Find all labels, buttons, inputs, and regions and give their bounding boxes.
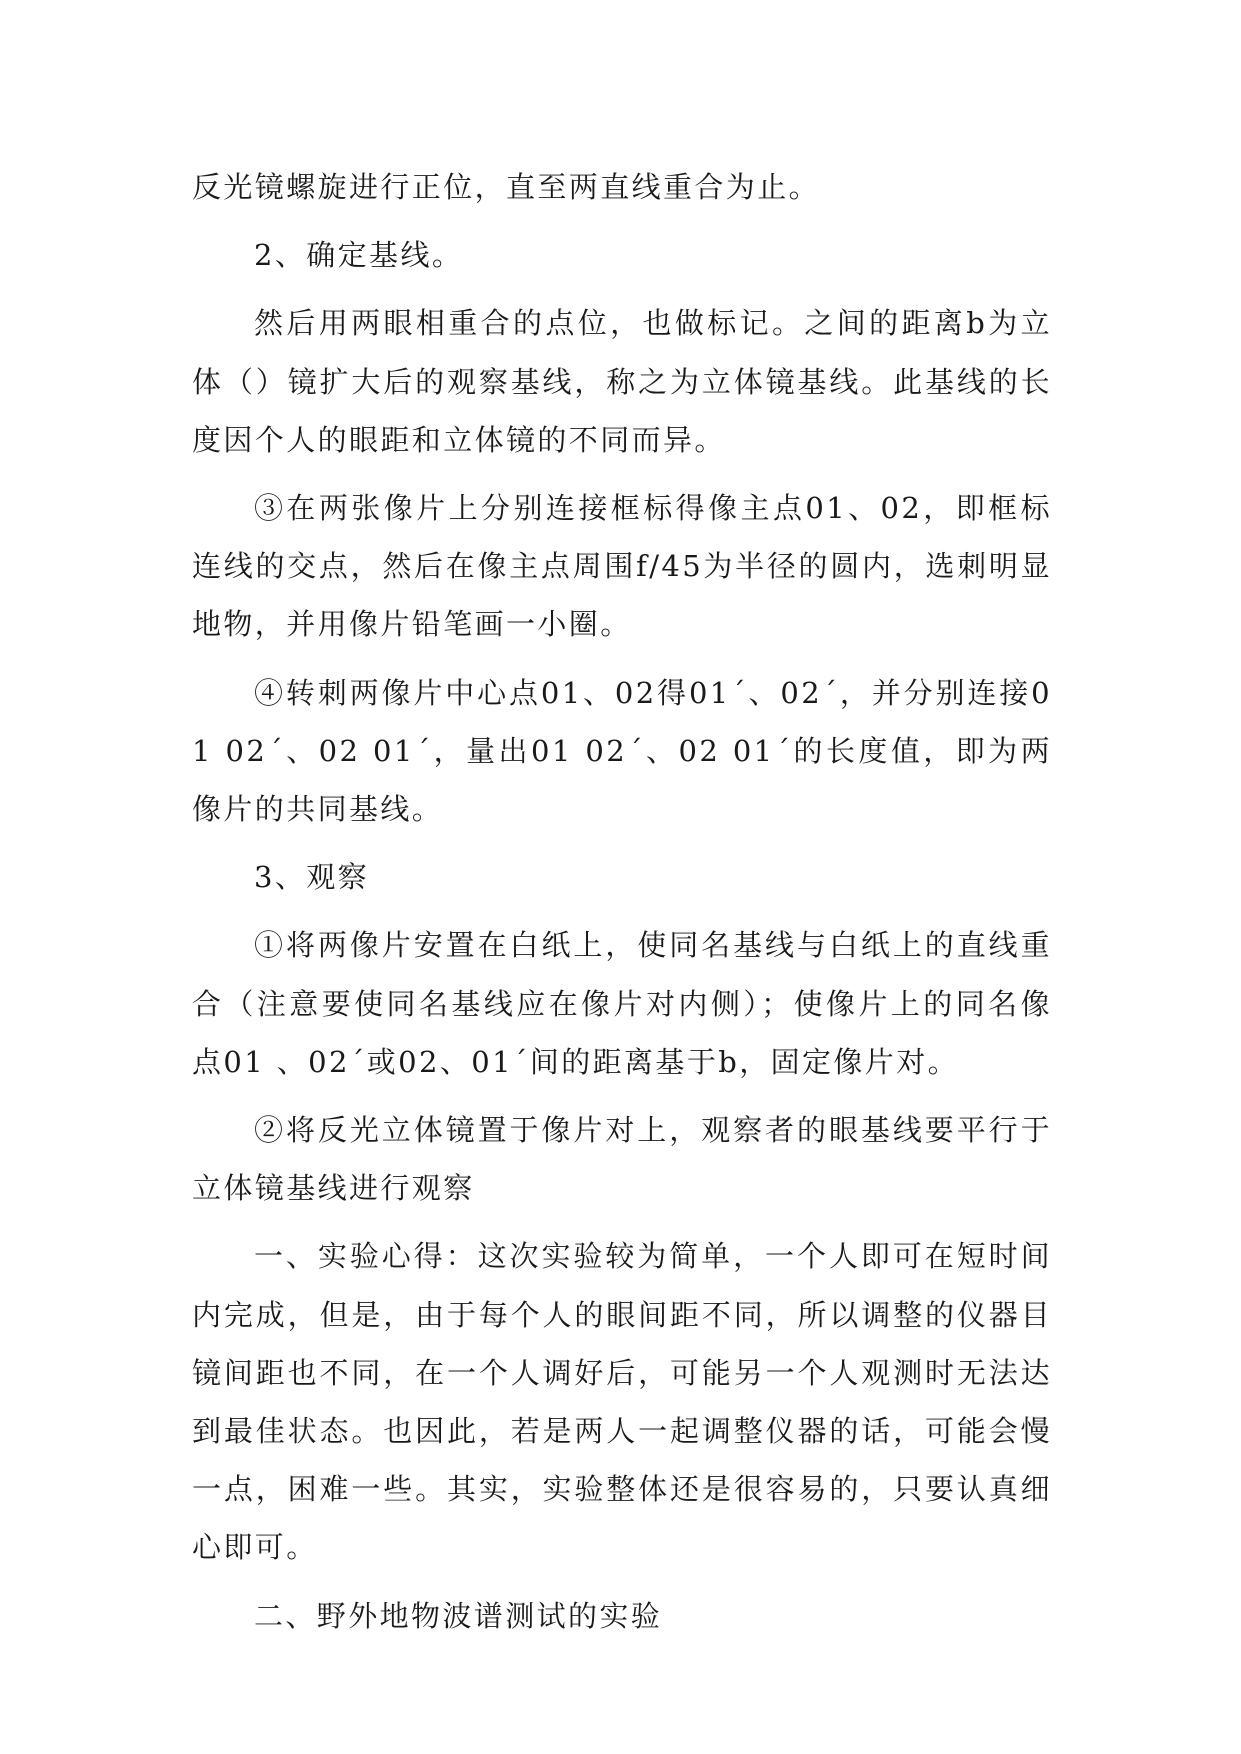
paragraph-10: 二、野外地物波谱测试的实验: [254, 1598, 663, 1633]
paragraph-4: ③在两张像片上分别连接框标得像主点01、02，即框标连线的交点，然后在像主点周围f/45为半径的圆内，选刺明显地物，并用像片铅笔画一小圈。: [192, 491, 1052, 642]
paragraph-3: 然后用两眼相重合的点位，也做标记。之间的距离b为立体（）镜扩大后的观察基线，称之为立体镜基线。此基线的长度因个人的眼距和立体镜的不同而异。: [192, 306, 1052, 457]
paragraph-1: 反光镜螺旋进行正位，直至两直线重合为止。: [192, 170, 821, 204]
paragraph-2: 2、确定基线。: [254, 238, 464, 273]
paragraph-8: ②将反光立体镜置于像片对上，观察者的眼基线要平行于立体镜基线进行观察: [192, 1113, 1052, 1206]
paragraph-5: ④转刺两像片中心点01、02得01ˊ、02ˊ，并分别连接01 02ˊ、02 01ˊ，量出01 02ˊ、02 01ˊ的长度值，即为两像片的共同基线。: [192, 675, 1052, 827]
paragraph-9: 一、实验心得：这次实验较为简单，一个人即可在短时间内完成，但是，由于每个人的眼间距不同，所以调整的仪器目镜间距也不同，在一个人调好后，可能另一个人观测时无法达到最佳状态。也因此，若是两人一起调整仪器的话，可能会慢一点，困难一些。其实，实验整体还是很容易的，只要认真细心即可。: [192, 1239, 1052, 1565]
paragraph-6: 3、观察: [254, 860, 370, 895]
document-body: [192, 158, 1052, 1645]
paragraph-7: ①将两像片安置在白纸上，使同名基线与白纸上的直线重合（注意要使同名基线应在像片对内侧）；使像片上的同名像点01 、02ˊ或02、01ˊ间的距离基于b，固定像片对。: [192, 928, 1052, 1079]
